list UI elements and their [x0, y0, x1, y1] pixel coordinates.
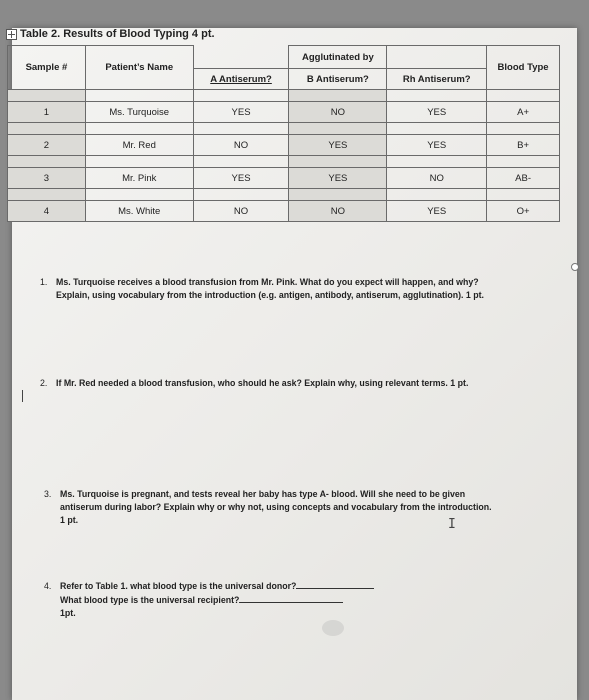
- cell-a: NO: [193, 201, 289, 222]
- question-3: [44, 488, 492, 527]
- question-1-line-1: Ms. Turquoise receives a blood transfusion from Mr. Pink. What do you expect will happen, and why?: [56, 277, 479, 287]
- cell-a: YES: [193, 102, 289, 123]
- cell-a: NO: [193, 135, 289, 156]
- table-caption: [6, 28, 215, 40]
- table-row: [8, 201, 560, 222]
- header-name: Patient’s Name: [85, 46, 193, 90]
- question-4-line-3: 1pt.: [60, 608, 76, 618]
- cell-sample: 3: [8, 168, 86, 189]
- table-row: [8, 168, 560, 189]
- answer-blank-donor[interactable]: [296, 579, 374, 589]
- question-3-number: 3.: [44, 489, 52, 499]
- cell-type[interactable]: AB-: [487, 168, 560, 189]
- header-b-antiserum: B Antiserum?: [289, 69, 387, 90]
- question-4-line-1: Refer to Table 1. what blood type is the universal donor?: [60, 581, 297, 591]
- question-1-line-2: Explain, using vocabulary from the introduction (e.g. antigen, antibody, antiserum, agglutination). 1 pt.: [56, 290, 484, 300]
- question-3-line-3: 1 pt.: [60, 515, 79, 525]
- smudge-mark: [322, 620, 344, 636]
- question-4: [44, 579, 374, 620]
- cell-b: YES: [289, 168, 387, 189]
- question-1-number: 1.: [40, 277, 48, 287]
- cell-b: NO: [289, 102, 387, 123]
- header-sample: Sample #: [8, 46, 86, 90]
- cell-a: YES: [193, 168, 289, 189]
- header-rh-antiserum: Rh Antiserum?: [387, 69, 487, 90]
- cell-b: YES: [289, 135, 387, 156]
- question-3-line-2: antiserum during labor? Explain why or why not, using concepts and vocabulary from the introduction.: [60, 502, 492, 512]
- blood-typing-table: [7, 45, 560, 222]
- cell-name: Ms. White: [85, 201, 193, 222]
- cell-type[interactable]: A+: [487, 102, 560, 123]
- question-3-line-1: Ms. Turquoise is pregnant, and tests reveal her baby has type A- blood. Will she need to be given: [60, 489, 466, 499]
- question-1: [40, 276, 484, 302]
- table-move-handle-icon[interactable]: [6, 29, 17, 40]
- cell-name: Mr. Red: [85, 135, 193, 156]
- cell-rh: YES: [387, 135, 487, 156]
- header-a-antiserum: A Antiserum?: [193, 69, 289, 90]
- cell-rh: YES: [387, 102, 487, 123]
- header-agglutinated-by: Agglutinated by: [289, 46, 387, 69]
- cell-name: Ms. Turquoise: [85, 102, 193, 123]
- cell-sample: 2: [8, 135, 86, 156]
- text-cursor-icon: [22, 390, 23, 402]
- cell-rh: NO: [387, 168, 487, 189]
- resize-handle-icon[interactable]: [571, 263, 579, 271]
- question-2: [40, 377, 468, 390]
- question-4-number: 4.: [44, 581, 52, 591]
- question-4-line-2: What blood type is the universal recipient?: [60, 595, 240, 605]
- answer-blank-recipient[interactable]: [239, 593, 343, 603]
- cell-rh: YES: [387, 201, 487, 222]
- cell-sample: 1: [8, 102, 86, 123]
- cell-b: NO: [289, 201, 387, 222]
- header-blood-type: Blood Type: [487, 46, 560, 90]
- cell-name: Mr. Pink: [85, 168, 193, 189]
- table-caption-text: Table 2. Results of Blood Typing 4 pt.: [20, 28, 215, 40]
- question-2-line-1: If Mr. Red needed a blood transfusion, who should he ask? Explain why, using relevant terms. 1 pt.: [56, 378, 469, 388]
- cell-type[interactable]: O+: [487, 201, 560, 222]
- cell-type[interactable]: B+: [487, 135, 560, 156]
- question-2-number: 2.: [40, 378, 48, 388]
- cell-sample: 4: [8, 201, 86, 222]
- table-row: [8, 135, 560, 156]
- ibeam-cursor-icon: I: [448, 517, 456, 532]
- table-row: [8, 102, 560, 123]
